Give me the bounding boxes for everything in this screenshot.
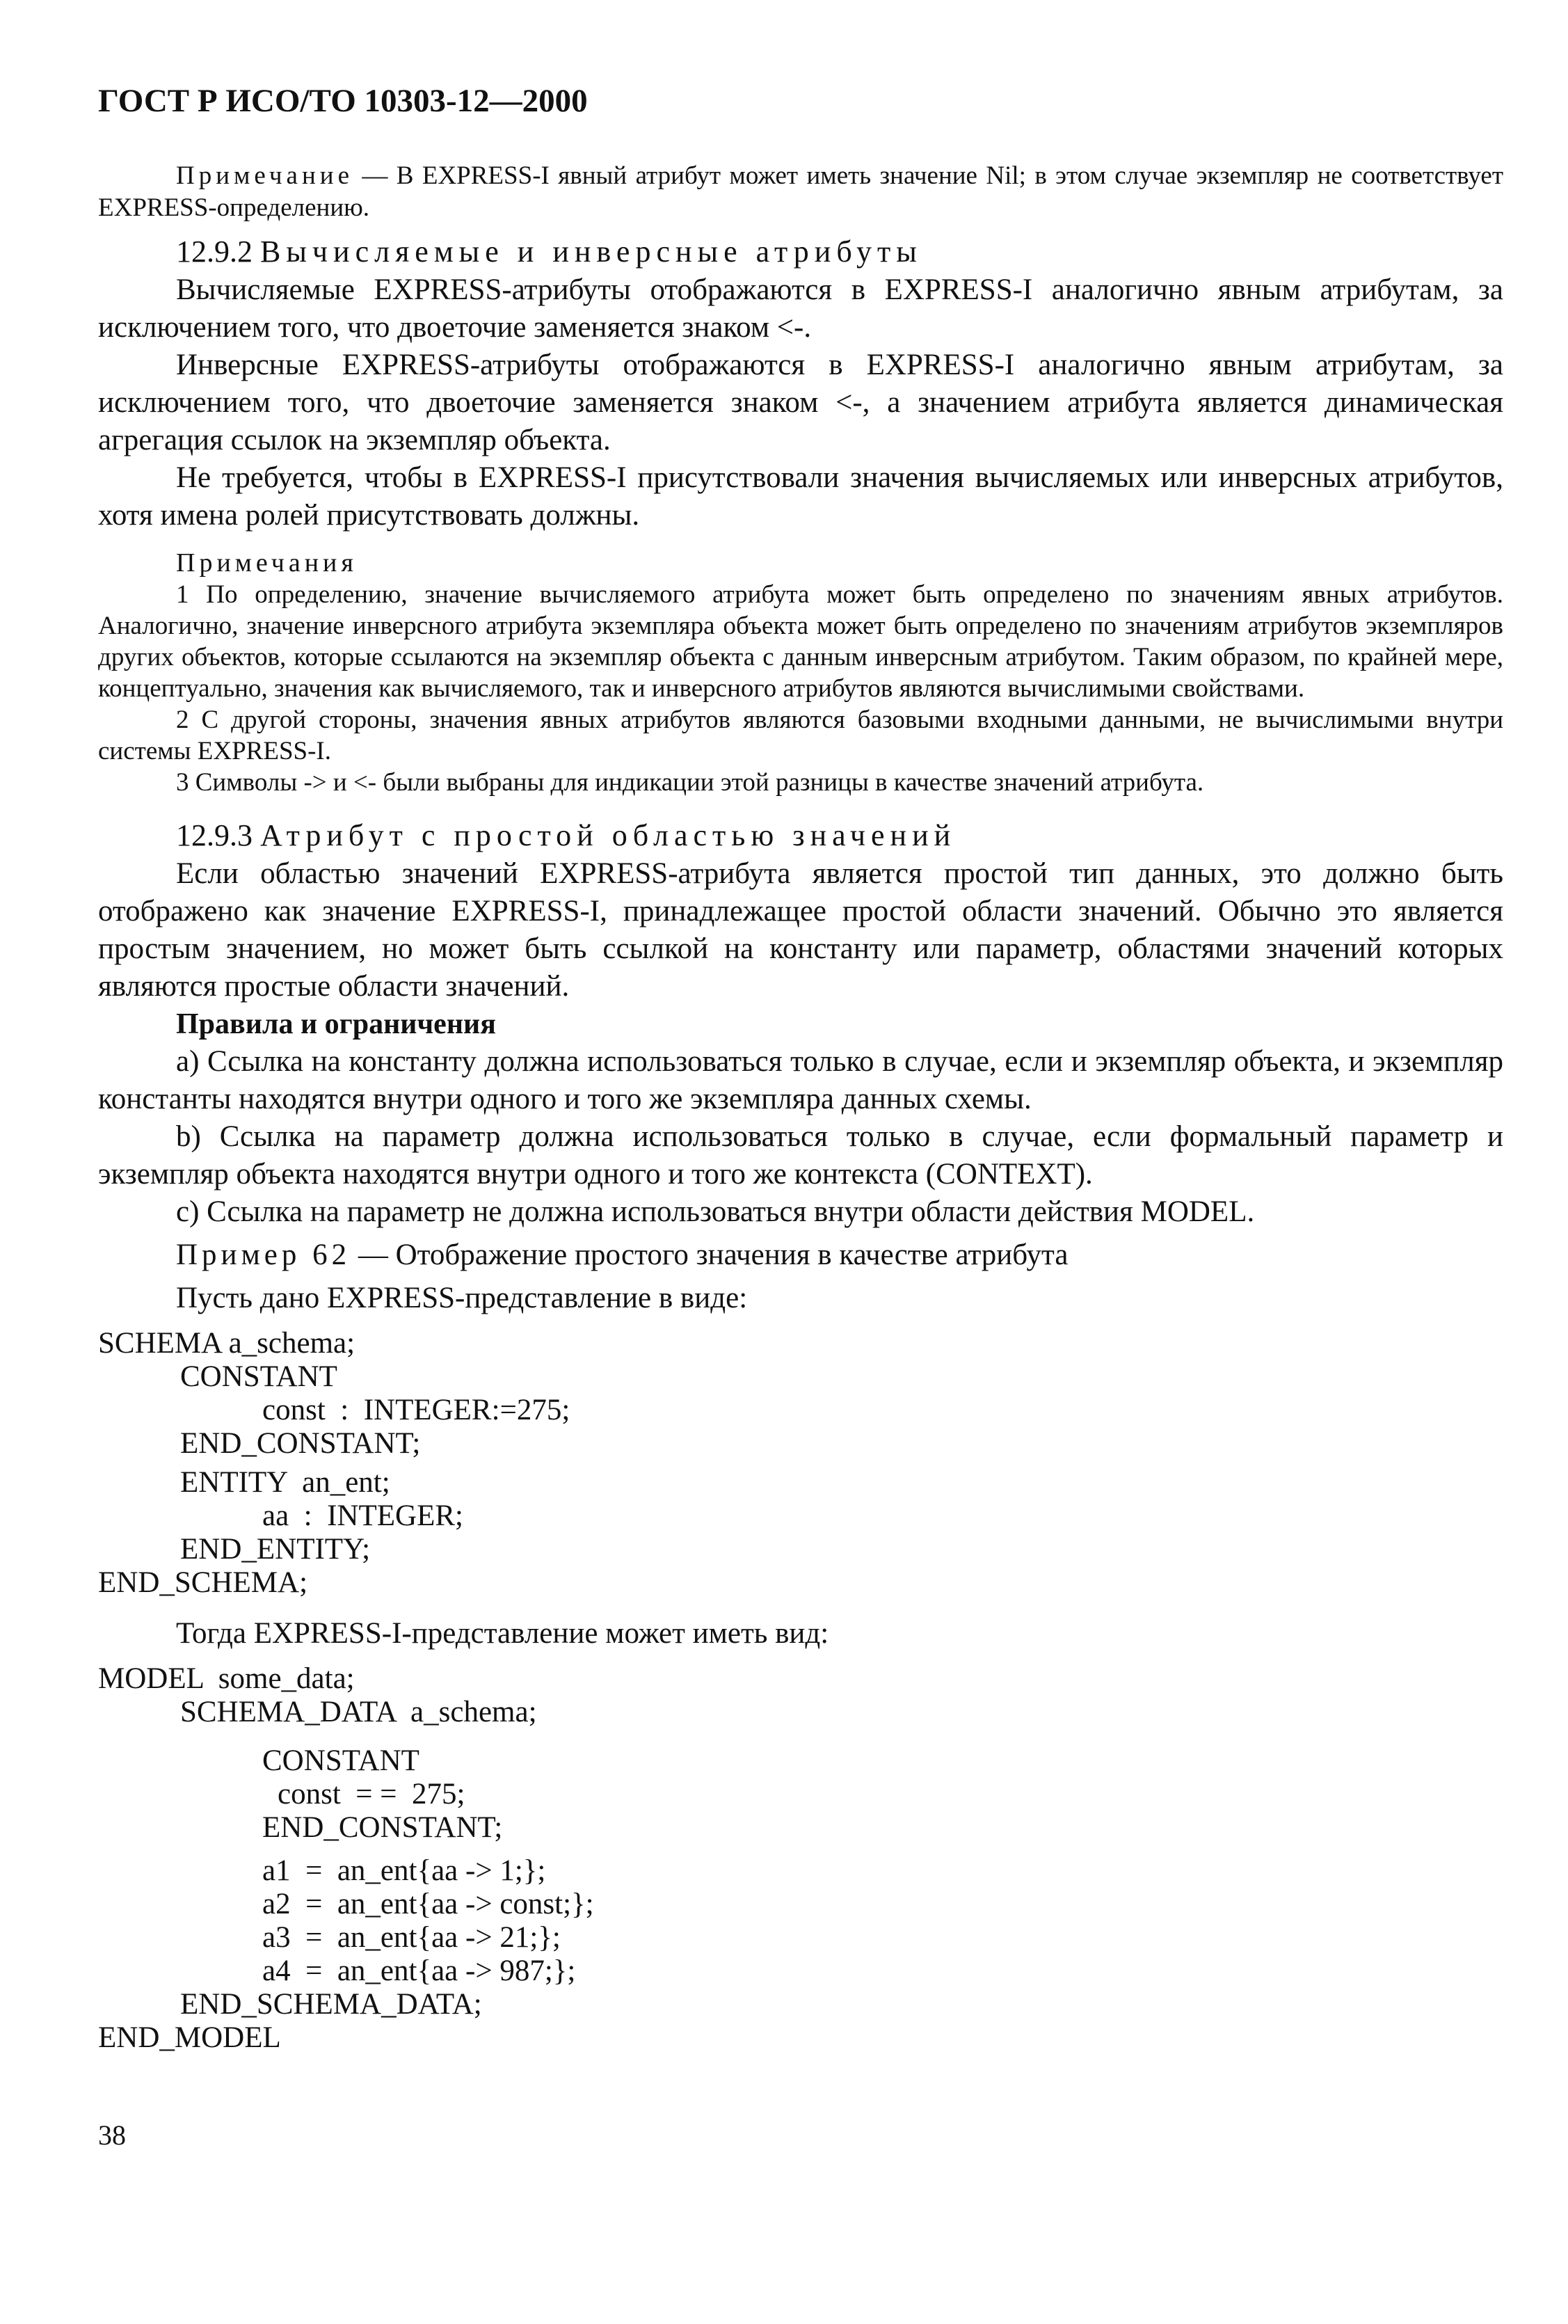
section-number: 12.9.3 <box>176 818 253 852</box>
code-line: END_MODEL <box>98 2021 281 2054</box>
example-label: Пример 62 <box>176 1239 351 1271</box>
code-block-schema <box>98 1327 1503 1600</box>
paragraph: Вычисляемые EXPRESS-атрибуты отображаются в EXPRESS-I аналогично явным атрибутам, за исключением того, что двоеточие заменяется знаком <-. <box>98 273 1503 344</box>
note-label: Примечание <box>176 161 353 190</box>
code-line: a1 = an_ent{aa -> 1;}; <box>262 1854 546 1887</box>
example-caption <box>98 1236 1503 1274</box>
rule-item: a) Ссылка на константу должна использоваться только в случае, если и экземпляр объекта, и экземпляр константы находятся внутри одного и того же экземпляра данных схемы. <box>98 1045 1503 1115</box>
example-text: — Отображение простого значения в качестве атрибута <box>351 1239 1069 1271</box>
code-line: const = = 275; <box>278 1778 465 1810</box>
code-line: END_ENTITY; <box>180 1533 371 1566</box>
intro-note <box>98 160 1503 224</box>
paragraph: Тогда EXPRESS-I-представление может иметь вид: <box>176 1617 829 1650</box>
code-line: MODEL some_data; <box>98 1662 355 1695</box>
rule-item: b) Ссылка на параметр должна использоваться только в случае, если формальный параметр и экземпляр объекта находятся внутри одного и того же контекста (CONTEXT). <box>98 1120 1503 1191</box>
paragraph: Инверсные EXPRESS-атрибуты отображаются в EXPRESS-I аналогично явным атрибутам, за исключением того, что двоеточие заменяется знаком <-, а значением атрибута является динамическая агрегация ссылок на экземпляр объекта. <box>98 349 1503 456</box>
code-line: END_SCHEMA; <box>98 1566 308 1599</box>
notes-heading: Примечания <box>176 548 358 578</box>
section-number: 12.9.2 <box>176 234 253 269</box>
code-line: const : INTEGER:=275; <box>262 1394 570 1426</box>
code-block-model <box>98 1662 1503 2055</box>
section-title: Атрибут с простой областью значений <box>260 818 957 852</box>
code-line: aa : INTEGER; <box>262 1499 463 1532</box>
section-title: Вычисляемые и инверсные атрибуты <box>260 234 922 269</box>
paragraph: Если областью значений EXPRESS-атрибута является простой тип данных, это должно быть отображено как значение EXPRESS-I, принадлежащее простой области значений. Обычно это является простым значением, но может быть ссылкой на константу или параметр, областями значений которых являются простые области значений. <box>98 857 1503 1003</box>
code-line: END_CONSTANT; <box>180 1427 421 1460</box>
note-item: 2 С другой стороны, значения явных атрибутов являются базовыми входными данными, не вычислимыми внутри системы EXPRESS-I. <box>98 706 1503 765</box>
paragraph: Пусть дано EXPRESS-представление в виде: <box>176 1282 748 1314</box>
note-text: — В EXPRESS-I явный атрибут может иметь значение Nil; в этом случае экземпляр не соответствует EXPRESS-определению. <box>98 161 1503 222</box>
document-body <box>98 160 1503 2055</box>
rules-heading: Правила и ограничения <box>176 1008 496 1040</box>
paragraph: Не требуется, чтобы в EXPRESS-I присутствовали значения вычисляемых или инверсных атрибутов, хотя имена ролей присутствовать должны. <box>98 461 1503 532</box>
code-line: a2 = an_ent{aa -> const;}; <box>262 1888 594 1920</box>
code-line: CONSTANT <box>262 1744 419 1777</box>
note-item: 1 По определению, значение вычисляемого атрибута может быть определено по значениям явных атрибутов. Аналогично, значение инверсного атрибута экземпляра объекта может быть определено по значениям атрибутов экземпляров других объектов, которые ссылаются на экземпляр объекта с данным инверсным атрибутом. Таким образом, по крайней мере, концептуально, значения как вычисляемого, так и инверсного атрибутов являются вычислимыми свойствами. <box>98 580 1503 703</box>
rule-item: c) Ссылка на параметр не должна использоваться внутри области действия MODEL. <box>176 1195 1255 1228</box>
code-line: CONSTANT <box>180 1360 337 1393</box>
note-item: 3 Символы -> и <- были выбраны для индикации этой разницы в качестве значений атрибута. <box>176 768 1204 797</box>
code-line: END_CONSTANT; <box>262 1811 503 1844</box>
code-line: a4 = an_ent{aa -> 987;}; <box>262 1955 576 1987</box>
code-line: ENTITY an_ent; <box>180 1466 390 1499</box>
page-number: 38 <box>98 2119 126 2151</box>
code-line: a3 = an_ent{aa -> 21;}; <box>262 1921 561 1954</box>
code-line: SCHEMA a_schema; <box>98 1327 355 1360</box>
code-line: END_SCHEMA_DATA; <box>180 1988 482 2021</box>
document-header: ГОСТ Р ИСО/ТО 10303-12—2000 <box>98 83 588 119</box>
section-heading-12-9-3 <box>98 816 1503 855</box>
code-line: SCHEMA_DATA a_schema; <box>180 1696 537 1728</box>
section-heading-12-9-2 <box>98 232 1503 271</box>
